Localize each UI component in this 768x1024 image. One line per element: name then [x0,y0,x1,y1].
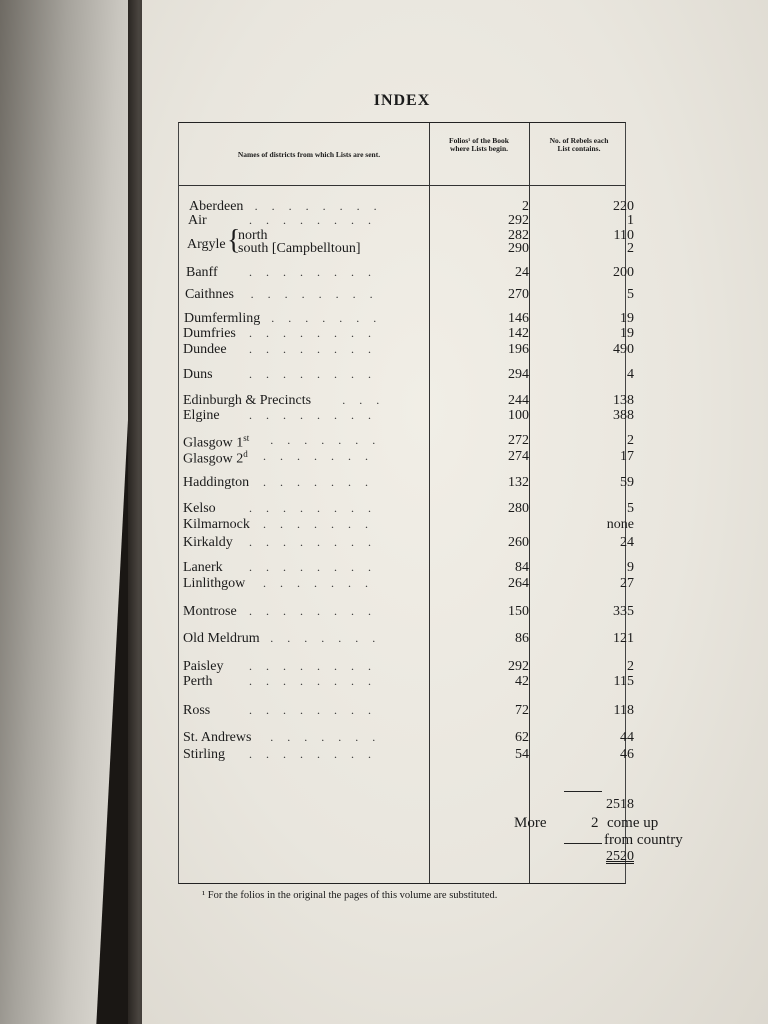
index-table [178,122,683,884]
rebels-value: 19 [620,326,634,341]
folio-value: 294 [508,367,529,382]
rebels-value: 121 [613,631,634,646]
leader-dots: ........ [249,535,385,549]
leader-dots: ........ [249,604,385,618]
table-row [179,265,634,281]
folio-value: 292 [508,659,529,674]
rebels-value: 388 [613,408,634,423]
table-row [179,631,634,647]
rebels-value: 220 [613,199,634,214]
table-row [179,311,634,327]
rebels-value: 24 [620,535,634,550]
footnote: ¹ For the folios in the original the pages of this volume are substituted. [202,890,498,901]
folio-value: 272 [508,433,529,448]
leader-dots: ....... [263,475,382,489]
rebels-value: 1 [627,213,634,228]
header-folios: Folios¹ of the Book where Lists begin. [449,136,509,153]
leader-dots: ........ [249,703,385,717]
rebels-value: 2 [627,241,634,256]
grand-total-value: 2520 [606,849,634,864]
folio-value: 292 [508,213,529,228]
leader-dots: ....... [263,449,382,463]
district-subname: north [238,228,268,243]
folio-value: 150 [508,604,529,619]
table-row [179,367,634,383]
subtotal-row [179,797,634,813]
district-name: Glasgow 2$^d$ [183,449,248,467]
ordinal-suffix: d [243,449,248,459]
table-row [179,604,634,620]
folio-value: 84 [515,560,529,575]
brace-glyph: { [227,225,241,256]
leader-dots: ........ [250,287,387,301]
district-name: Perth [183,674,213,689]
rebels-value: 19 [620,311,634,326]
leader-dots: ....... [270,631,390,645]
district-name: Dumfries [183,326,236,341]
subtotal-value: 2518 [606,797,634,812]
more-label: More [514,815,547,831]
district-name: Glasgow 1st [183,433,250,451]
rebels-value: 200 [613,265,634,280]
rebels-value: 4 [627,367,634,382]
rebels-value: 2 [627,659,634,674]
table-row [179,703,634,719]
folio-value: 274 [508,449,529,464]
table-row [179,433,634,451]
leader-dots: ... [342,393,394,407]
rebels-value: 59 [620,475,634,490]
rebels-value: 2 [627,433,634,448]
leader-dots: ....... [270,433,390,447]
table-row [179,475,634,491]
leader-dots: ........ [249,560,385,574]
leader-dots: ....... [263,576,382,590]
rebels-value: 27 [620,576,634,591]
folio-value: 264 [508,576,529,591]
folio-value: 42 [515,674,529,689]
district-name: Argyle [187,237,226,252]
subtotal-rule [564,791,602,792]
district-subname: south [Campbelltoun] [238,241,361,256]
district-name: Duns [183,367,213,382]
district-name: Linlithgow [183,576,246,591]
leader-dots: ........ [254,199,391,213]
rebels-value: 118 [613,703,634,718]
leader-dots: ........ [249,747,385,761]
rebels-value: 115 [613,674,634,689]
district-name: Stirling [183,747,226,762]
rebels-value: 110 [613,228,634,243]
table-row [179,501,634,517]
table-row [179,535,634,551]
district-name: Paisley [183,659,224,674]
table-row [179,517,634,533]
rebels-value: 490 [613,342,634,357]
ordinal-suffix: st [243,433,250,443]
table-row [179,342,634,358]
rebels-value: 5 [627,501,634,516]
folio-value: 290 [508,241,529,256]
folio-value: 244 [508,393,529,408]
header-rule [179,185,625,186]
district-name: Edinburgh & Precincts [183,393,312,408]
leader-dots: ........ [249,674,385,688]
rebels-value: 17 [620,449,634,464]
table-row [179,326,634,342]
leader-dots: ........ [249,659,385,673]
rebels-value: 46 [620,747,634,762]
table-row [179,408,634,424]
more-value: 2 [591,815,599,831]
folio-value: 270 [508,287,529,302]
folio-value: 282 [508,228,529,243]
table-row [179,225,634,262]
table-row [179,659,634,675]
district-name: Elgine [183,408,220,423]
table-row [179,449,634,467]
district-name: Ross [183,703,211,718]
folio-value: 62 [515,730,529,745]
district-name: Aberdeen [189,199,244,214]
leader-dots: ........ [249,501,385,515]
rebels-value: 138 [613,393,634,408]
district-name: Montrose [183,604,237,619]
table-row [179,393,634,409]
header-rebels: No. of Rebels each List contains. [549,136,609,153]
leader-dots: ........ [249,326,385,340]
district-name: Banff [186,265,218,280]
table-row [179,730,634,746]
district-name: Kelso [183,501,216,516]
folio-value: 260 [508,535,529,550]
index-page [142,0,768,1024]
district-name: Old Meldrum [183,631,260,646]
leader-dots: ........ [249,408,385,422]
leader-dots: ........ [249,265,385,279]
folio-value: 142 [508,326,529,341]
page-title: INDEX [373,92,431,109]
table-row [179,560,634,576]
folio-value: 100 [508,408,529,423]
table-row [179,747,634,763]
leader-dots: ....... [271,311,391,325]
rebels-value: 44 [620,730,634,745]
district-name: Haddington [183,475,250,490]
folio-value: 2 [522,199,529,214]
district-name: Dundee [183,342,227,357]
table-row [179,576,634,592]
district-name: Kilmarnock [183,517,250,532]
rebels-value: none [606,517,634,532]
folio-value: 280 [508,501,529,516]
folio-value: 196 [508,342,529,357]
leader-dots: ........ [249,213,385,227]
grand-total-row [179,849,634,865]
table-row [179,287,634,303]
leader-dots: ....... [263,517,382,531]
more-note-1: come up [607,815,659,831]
rebels-value: 5 [627,287,634,302]
table-row [179,674,634,690]
folio-value: 72 [515,703,529,718]
rebels-value: 9 [627,560,634,575]
district-name: Caithnes [185,287,234,302]
folio-value: 146 [508,311,529,326]
folio-value: 24 [515,265,529,280]
district-name: Kirkaldy [183,535,233,550]
rebels-value: 335 [613,604,634,619]
leader-dots: ........ [249,342,385,356]
leader-dots: ........ [249,367,385,381]
header-names: Names of districts from which Lists are sent. [237,150,381,159]
folio-value: 54 [515,747,529,762]
district-name: Dumfermling [184,311,261,326]
folio-value: 132 [508,475,529,490]
district-name: St. Andrews [183,730,252,745]
folio-value: 86 [515,631,529,646]
more-note-2: from country [604,832,683,848]
leader-dots: ....... [270,730,390,744]
district-name: Lanerk [183,560,223,575]
district-name: Air [188,213,207,228]
more-rule [564,843,602,844]
table-row [179,213,634,229]
